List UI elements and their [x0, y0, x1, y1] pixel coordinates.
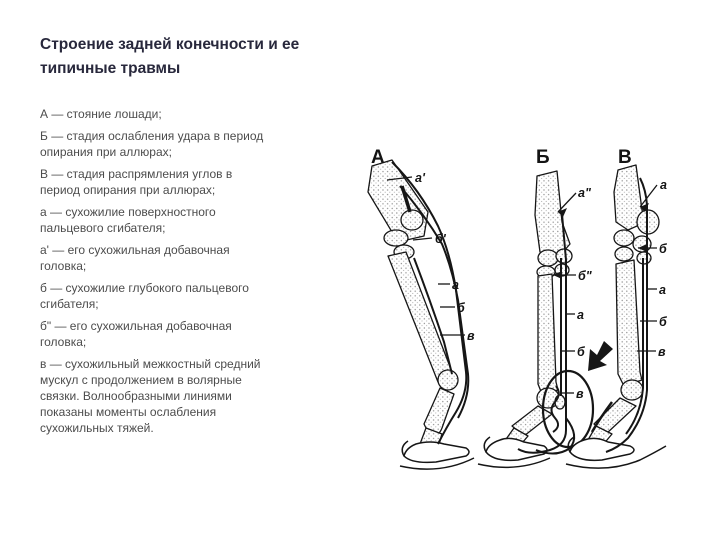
fetlock-joint [438, 370, 458, 390]
figure-a-drawing [368, 147, 475, 469]
legend-item: а — сухожилие поверхностного пальцевого сгибателя; [40, 205, 216, 235]
hock-bone [401, 210, 423, 230]
annotation-b-dblprime: б" [578, 269, 592, 283]
fetlock-joint [621, 380, 643, 400]
legend-item: б" — его сухожильная добавочная головка; [40, 319, 232, 349]
figure-b-drawing [478, 147, 613, 467]
figure-b-label: Б [536, 147, 550, 168]
legend-item: А — стояние лошади; [40, 107, 162, 121]
annotation-v: в [576, 387, 584, 401]
legend-item: б — сухожилие глубокого пальцевого сгибателя; [40, 281, 249, 311]
legend-item: Б — стадия ослабления удара в период опирания при аллюрах; [40, 129, 264, 159]
annotation-b-prime: б' [435, 232, 446, 246]
annotation-v: в [467, 329, 475, 343]
hock-bone [384, 230, 408, 246]
figure-v-label: В [618, 147, 632, 168]
figure-a-label: А [371, 147, 385, 168]
injury-highlight-circle [543, 371, 593, 447]
annotation-b: б [457, 301, 465, 315]
annotation-b: б [659, 315, 667, 329]
hoof-outline [404, 442, 469, 462]
legend-item: а' — его сухожильная добавочная головка; [40, 243, 230, 273]
hock-bone [538, 250, 558, 266]
page-title: Строение задней конечности и ее типичные травмы [40, 36, 300, 77]
annotation-a-prime: а' [415, 171, 425, 185]
annotation-b: б [577, 345, 585, 359]
annotation-a: а [452, 278, 459, 292]
hock-bone [556, 249, 572, 263]
annotation-a: а [659, 283, 666, 297]
hock-bone [614, 230, 634, 246]
cannon-bone [616, 260, 642, 386]
annotation-v: в [658, 345, 666, 359]
annotation-a: а [577, 308, 584, 322]
annotation-b-top: б [659, 242, 667, 256]
annotation-a-top: а [660, 178, 667, 192]
hock-bone [615, 247, 633, 261]
sesamoid-bone [555, 395, 565, 409]
annotation-a-dblprime: а" [578, 186, 591, 200]
hoof-outline [486, 438, 547, 460]
legend-item: в — сухожильный межкостный средний мускул с продолжением в волярные связки. Волнообразными линиями показаны моменты ослабления сухожильных тяжей. [40, 357, 261, 435]
legend-item: В — стадия распрямления углов в период опирания при аллюрах; [40, 167, 233, 197]
attention-arrow [588, 341, 613, 371]
